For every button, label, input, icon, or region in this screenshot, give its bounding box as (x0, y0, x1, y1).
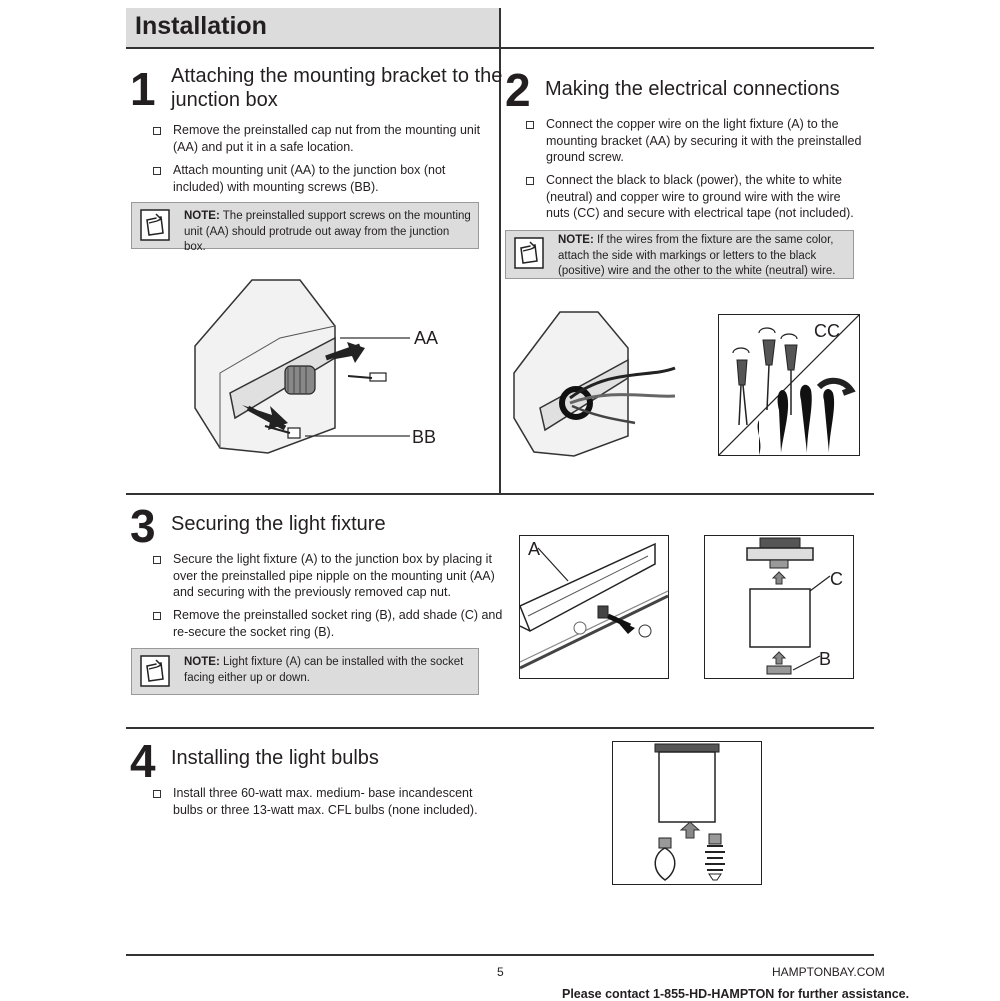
step-3-number: 3 (130, 500, 156, 552)
step-1-title-line2: junction box (171, 89, 278, 111)
step-4-number: 4 (130, 735, 156, 787)
step-4-title: Installing the light bulbs (171, 747, 379, 769)
label-b: B (819, 649, 832, 669)
step-3-bullet-1: Secure the light fixture (A) to the junction box by placing it over the preinstalled pipe nipple on the mounting unit (AA) and securing with the previously removed cap nut. (153, 551, 503, 601)
note-icon (514, 237, 544, 269)
label-c: C (830, 569, 843, 589)
fixture-mount-figure (519, 535, 669, 679)
step-2-title: Making the electrical connections (545, 78, 840, 100)
section-rule-4 (126, 727, 874, 729)
step-1-title (171, 64, 502, 112)
step-2-bullet-2: Connect the black to black (power), the white to white (neutral) and copper wire to ground wire with the wire nuts (CC) and secure with electrical tape (not included). (526, 172, 866, 222)
step-1-number: 1 (130, 63, 156, 115)
page-number: 5 (497, 965, 504, 979)
bulb-install-figure (612, 741, 762, 885)
step-2-note-text: If the wires from the fixture are the same color, attach the side with markings or letters to the black (positive) wire and the other to the white (neutral) wire. (558, 234, 836, 277)
step-2-number: 2 (505, 64, 531, 116)
note-label: NOTE: (558, 234, 594, 246)
note-label: NOTE: (184, 656, 220, 668)
step-3-note (131, 648, 479, 695)
step-2-wiring-diagram (510, 308, 680, 458)
note-label: NOTE: (184, 210, 220, 222)
step-1-bullet-1: Remove the preinstalled cap nut from the mounting unit (AA) and put it in a safe location. (153, 122, 493, 155)
website-text: HAMPTONBAY.COM (772, 965, 885, 979)
step-2-note (505, 230, 854, 279)
label-aa: AA (414, 328, 439, 348)
help-line: Please contact 1-855-HD-HAMPTON for further assistance. (562, 987, 910, 1001)
note-icon (140, 655, 170, 687)
label-bb: BB (412, 427, 437, 447)
footer-rule (126, 954, 874, 956)
step-1-note (131, 202, 479, 253)
step-2-bullet-1: Connect the copper wire on the light fixture (A) to the mounting bracket (AA) by securing it with the preinstalled ground screw. (526, 116, 866, 166)
wire-nut-figure (718, 314, 860, 456)
bulb-install-drawing (613, 742, 761, 884)
section-rule-3 (126, 493, 874, 495)
label-cc: CC (814, 321, 840, 341)
note-icon (140, 209, 170, 241)
step-3-note-text: Light fixture (A) can be installed with the socket facing either up or down. (184, 656, 464, 684)
step-1-title-line1: Attaching the mounting bracket to the (171, 65, 503, 87)
step-4-bullet-1: Install three 60-watt max. medium- base incandescent bulbs or three 13-watt max. CFL bulbs (none included). (153, 785, 493, 818)
step-1-bullet-2: Attach mounting unit (AA) to the junction box (not included) with mounting screws (BB). (153, 162, 493, 195)
step-1-note-text: The preinstalled support screws on the mounting unit (AA) should protrude out away from the junction box. (184, 210, 471, 253)
fixture-mount-drawing (520, 536, 668, 678)
shade-assembly-figure (704, 535, 854, 679)
label-a: A (528, 539, 541, 559)
page-title: Installation (135, 12, 267, 40)
step-3-title: Securing the light fixture (171, 513, 386, 535)
step-3-bullet-2: Remove the preinstalled socket ring (B), add shade (C) and re-secure the socket ring (B). (153, 607, 503, 640)
step-1-mounting-diagram (190, 278, 450, 458)
